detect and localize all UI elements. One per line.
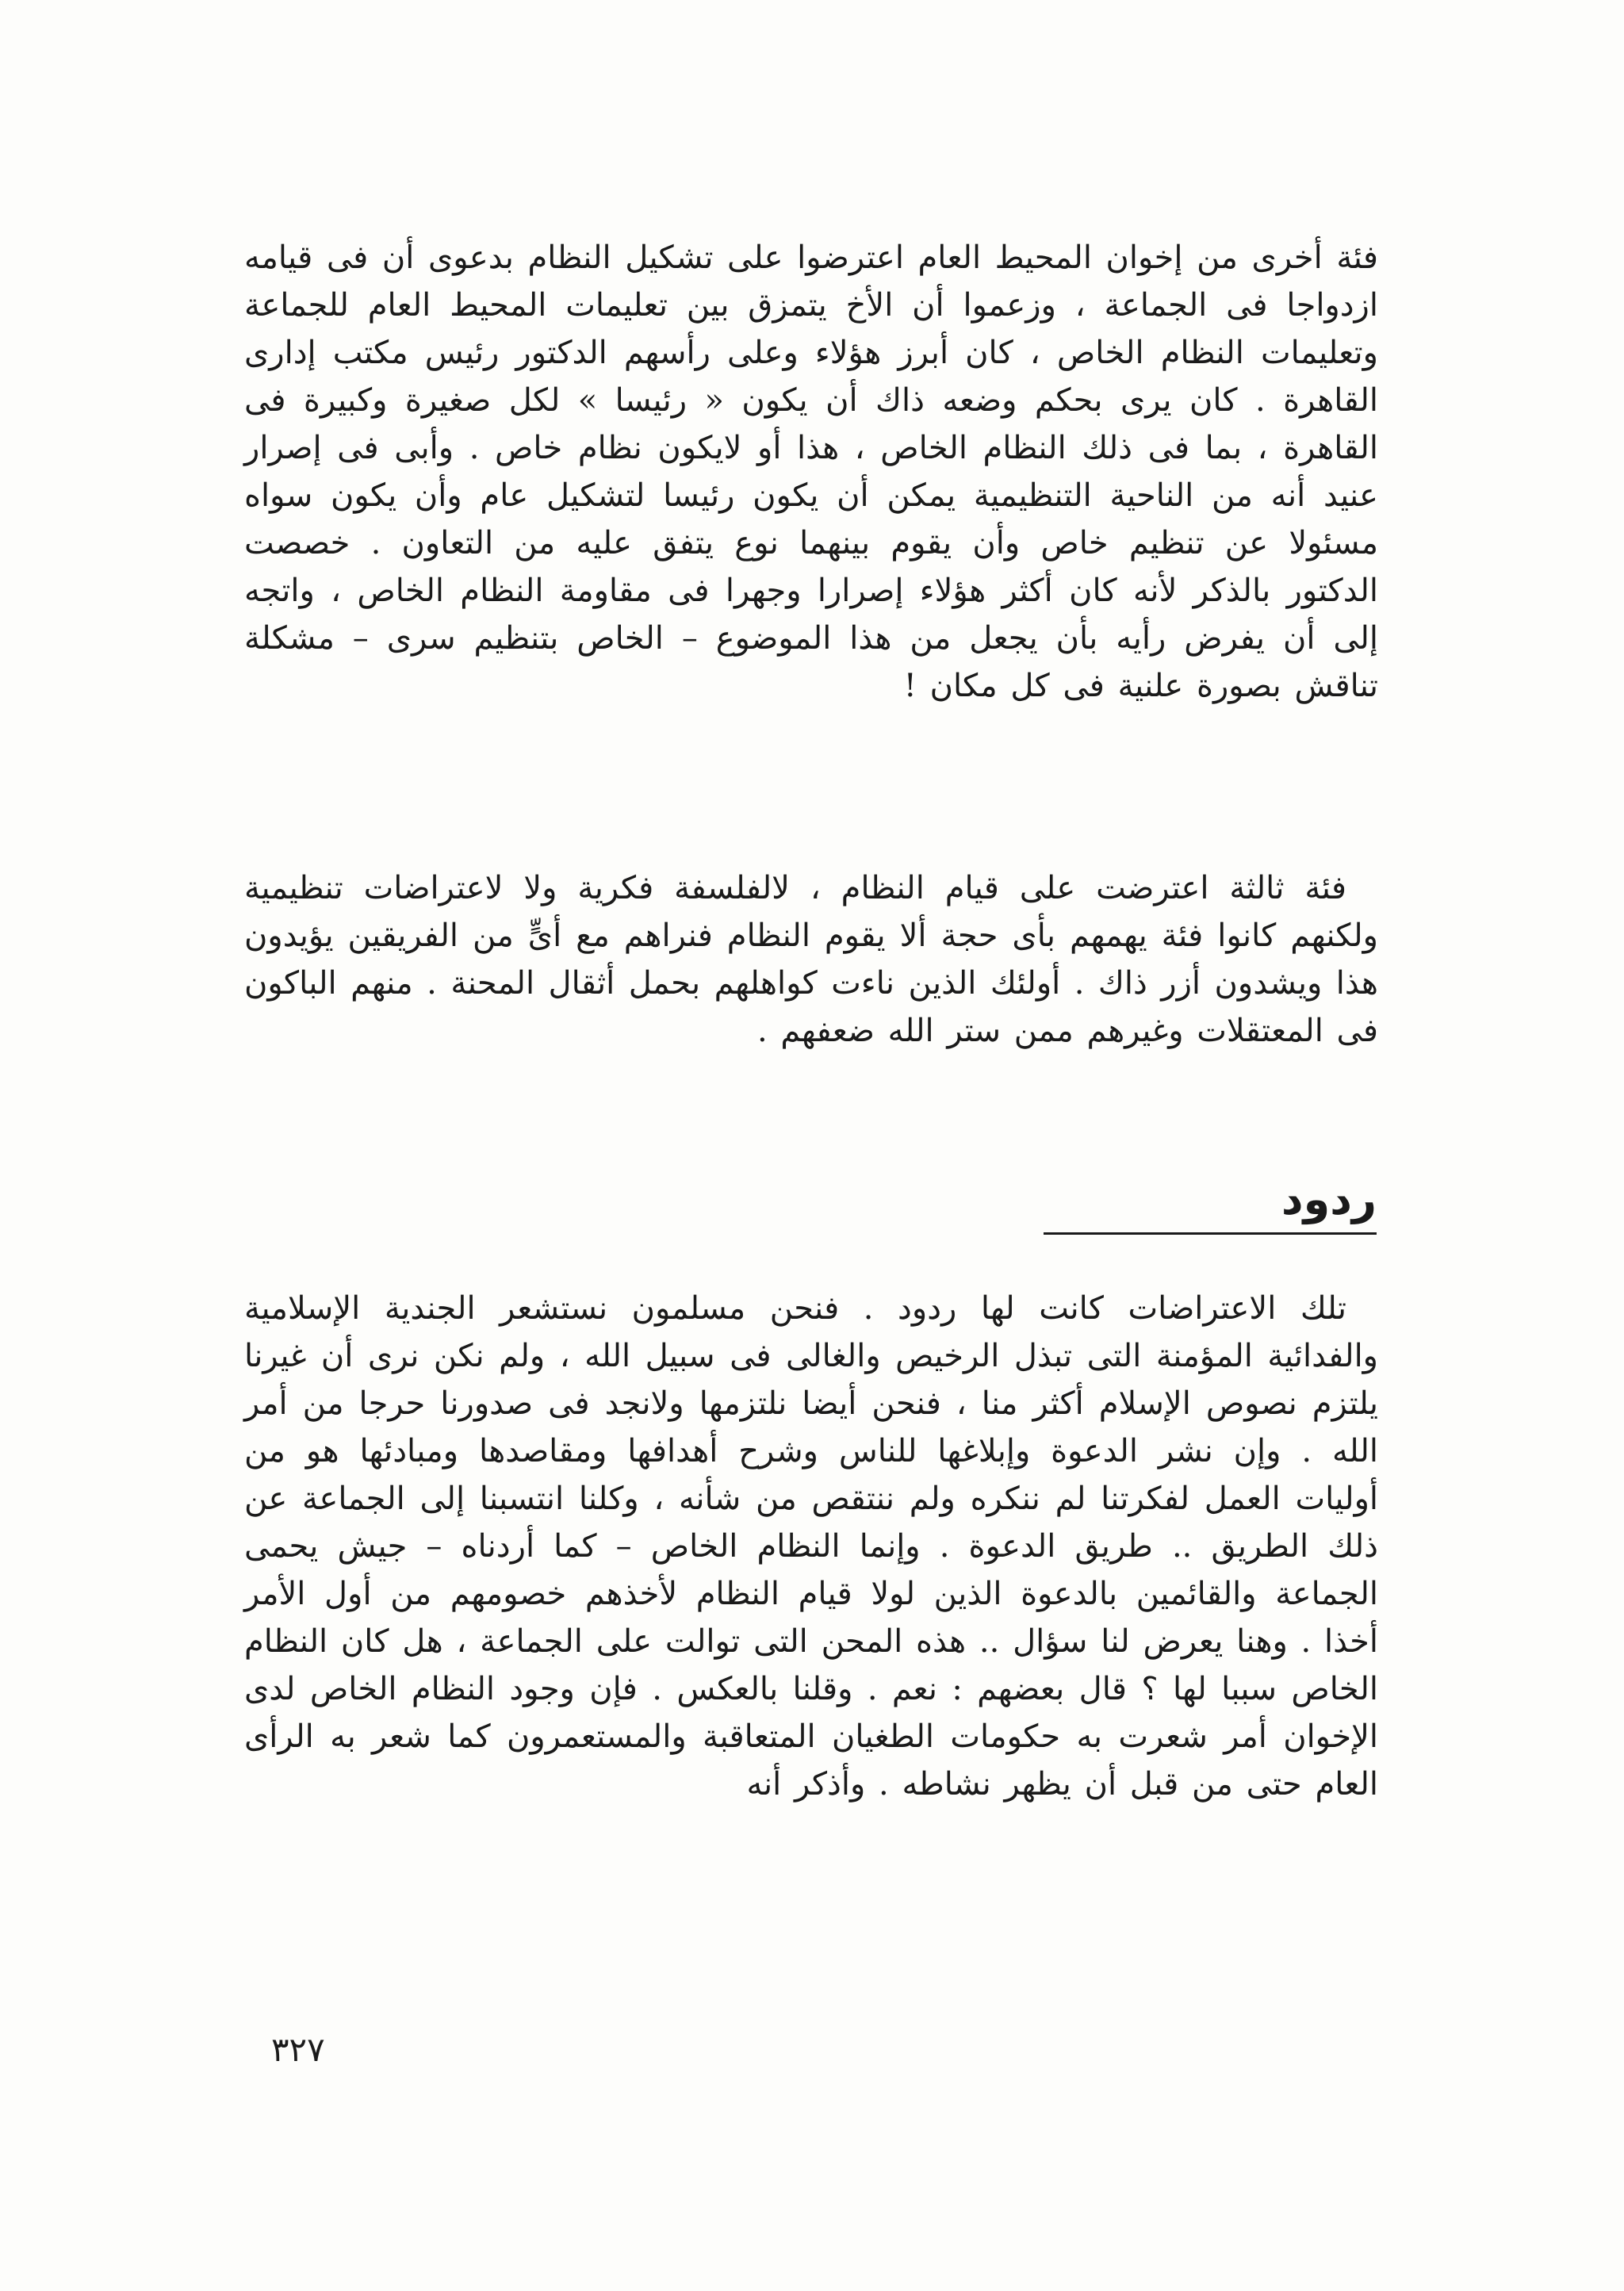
- paragraph-text: تلك الاعتراضات كانت لها ردود . فنحن مسلمون نستشعر الجندية الإسلامية والفدائية المؤمنة التى تبذل الرخيص والغالى فى سبيل الله ، ولم نكن نرى أن غيرنا يلتزم نصوص الإسلام أكثر منا ، فنحن أيضا نلتزمها ولانجد فى صدورنا حرجا من أمر الله . وإن نشر الدعوة وإبلاغها للناس وشرح أهدافها ومقاصدها ومبادئها هو من أوليات العمل لفكرتنا لم ننكره ولم ننتقص من شأنه ، وكلنا انتسبنا إلى الجماعة عن ذلك الطريق .. طريق الدعوة . وإنما النظام الخاص – كما أردناه – جيش يحمى الجماعة والقائمين بالدعوة الذين لولا قيام النظام لأخذهم خصومهم من أول الأمر أخذا . وهنا يعرض لنا سؤال .. هذه المحن التى توالت على الجماعة ، هل كان النظام الخاص سببا لها ؟ قال بعضهم : نعم . وقلنا بالعكس . فإن وجود النظام الخاص لدى الإخوان أمر شعرت به حكومات الطغيان المتعاقبة والمستعمرون كما شعر به الرأى العام حتى من قبل أن يظهر نشاطه . وأذكر أنه: [244, 1290, 1378, 1803]
- paragraph-responses: [244, 1285, 1378, 1808]
- section-heading: [1044, 1172, 1377, 1235]
- page-number: ٣٢٧: [271, 2030, 325, 2069]
- paragraph-text: فئة ثالثة اعترضت على قيام النظام ، لالفلسفة فكرية ولا لاعتراضات تنظيمية ولكنهم كانوا فئة يهمهم بأى حجة ألا يقوم النظام فنراهم مع أىٍّ من الفريقين يؤيدون هذا ويشدون أزر ذاك . أولئك الذين ناءت كواهلهم بحمل أثقال المحنة . منهم الباكون فى المعتقلات وغيرهم ممن ستر الله ضعفهم .: [244, 870, 1379, 1049]
- paragraph-text: فئة أخرى من إخوان المحيط العام اعترضوا على تشكيل النظام بدعوى أن فى قيامه ازدواجا فى الجماعة ، وزعموا أن الأخ يتمزق بين تعليمات المحيط العام للجماعة وتعليمات النظام الخاص ، كان أبرز هؤلاء وعلى رأسهم الدكتور رئيس مكتب إدارى القاهرة . كان يرى بحكم وضعه ذاك أن يكون « رئيسا » لكل صغيرة وكبيرة فى القاهرة ، بما فى ذلك النظام الخاص ، هذا أو لايكون نظام خاص . وأبى فى إصرار عنيد أنه من الناحية التنظيمية يمكن أن يكون رئيسا لتشكيل عام وأن يكون سواه مسئولا عن تنظيم خاص وأن يقوم بينهما نوع يتفق عليه من التعاون . خصصت الدكتور بالذكر لأنه كان أكثر هؤلاء إصرارا وجهرا فى مقاومة النظام الخاص ، واتجه إلى أن يفرض رأيه بأن يجعل من هذا الموضوع – الخاص بتنظيم سرى – مشكلة تناقش بصورة علنية فى كل مكان !: [244, 239, 1378, 704]
- section-heading-title: ردود: [1281, 1174, 1377, 1224]
- paragraph-objection-second-group: [244, 234, 1378, 710]
- heading-underline: [1044, 1232, 1377, 1235]
- paragraph-objection-third-group: [244, 864, 1378, 1055]
